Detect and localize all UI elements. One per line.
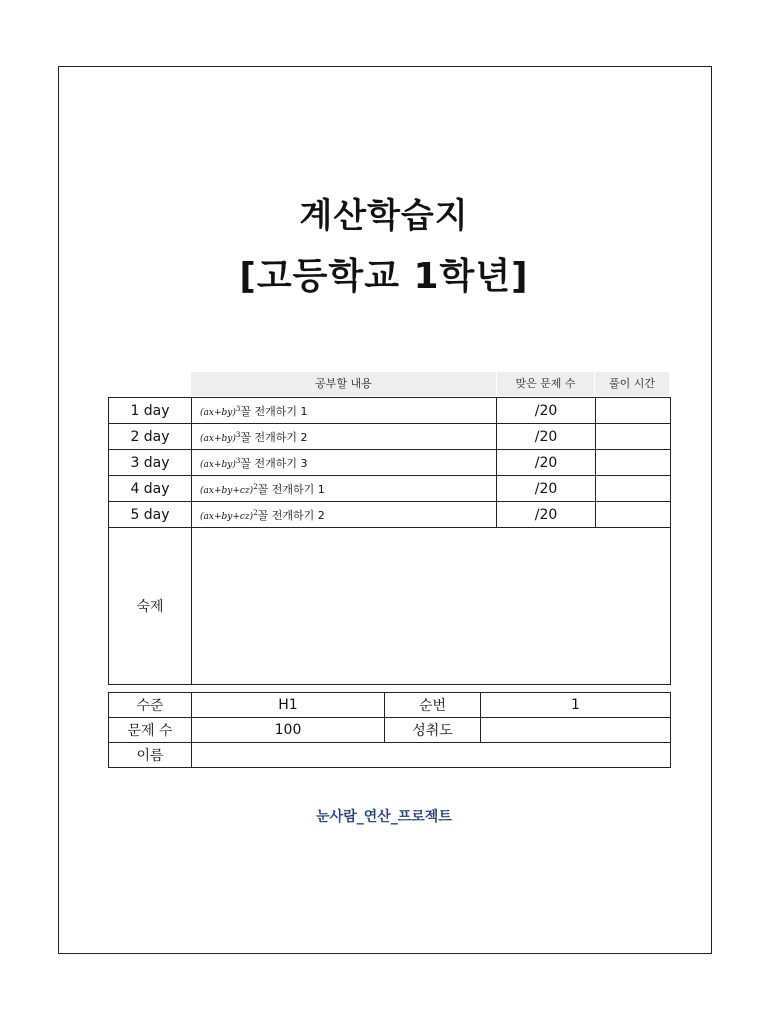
study-plan-table [108, 397, 671, 685]
student-info-table [108, 692, 671, 768]
study-text: 꼴 전개하기 2 [257, 508, 325, 522]
day-label: 2 day [109, 424, 192, 450]
achievement-value[interactable] [481, 718, 671, 743]
project-footer: 눈사람_연산_프로젝트 [316, 809, 452, 825]
table-row [109, 424, 671, 450]
study-text: 꼴 전개하기 3 [240, 456, 308, 470]
table-row [109, 693, 671, 718]
page-title: 계산학습지 [299, 196, 469, 236]
score-cell[interactable]: /20 [497, 424, 596, 450]
study-text: 꼴 전개하기 2 [240, 430, 308, 444]
homework-row [109, 528, 671, 685]
formula: $(ax+by+cz)^2$ [200, 482, 258, 496]
day-label: 1 day [109, 398, 192, 424]
table-row [109, 502, 671, 528]
formula: $(ax+by+cz)^2$ [200, 508, 258, 522]
page-subtitle: [고등학교 1학년] [239, 256, 529, 297]
study-text: 꼴 전개하기 1 [240, 404, 308, 418]
study-content-cell [192, 398, 497, 424]
order-value: 1 [481, 693, 671, 718]
time-cell[interactable] [596, 502, 671, 528]
formula: $(ax+by)^3$ [200, 456, 241, 470]
name-field[interactable] [192, 743, 671, 768]
problem-count-value: 100 [192, 718, 385, 743]
header-correct-count: 맞은 문제 수 [497, 372, 594, 396]
level-label: 수준 [109, 693, 192, 718]
table-row [109, 398, 671, 424]
header-study-content: 공부할 내용 [191, 372, 496, 396]
study-content-cell [192, 424, 497, 450]
score-cell[interactable]: /20 [497, 450, 596, 476]
table-row [109, 743, 671, 768]
table-row [109, 718, 671, 743]
level-value: H1 [192, 693, 385, 718]
problem-count-label: 문제 수 [109, 718, 192, 743]
study-content-cell [192, 450, 497, 476]
score-cell[interactable]: /20 [497, 476, 596, 502]
study-text: 꼴 전개하기 1 [257, 482, 325, 496]
day-label: 3 day [109, 450, 192, 476]
time-cell[interactable] [596, 398, 671, 424]
time-cell[interactable] [596, 424, 671, 450]
order-label: 순번 [385, 693, 481, 718]
study-content-cell [192, 502, 497, 528]
time-cell[interactable] [596, 476, 671, 502]
table-row [109, 450, 671, 476]
formula: $(ax+by)^3$ [200, 430, 241, 444]
time-cell[interactable] [596, 450, 671, 476]
score-cell[interactable]: /20 [497, 398, 596, 424]
formula: $(ax+by)^3$ [200, 404, 241, 418]
homework-label: 숙제 [109, 528, 192, 685]
study-content-cell [192, 476, 497, 502]
homework-area[interactable] [192, 528, 671, 685]
name-label: 이름 [109, 743, 192, 768]
achievement-label: 성취도 [385, 718, 481, 743]
score-cell[interactable]: /20 [497, 502, 596, 528]
day-label: 4 day [109, 476, 192, 502]
header-solve-time: 풀이 시간 [595, 372, 669, 396]
table-row [109, 476, 671, 502]
day-label: 5 day [109, 502, 192, 528]
